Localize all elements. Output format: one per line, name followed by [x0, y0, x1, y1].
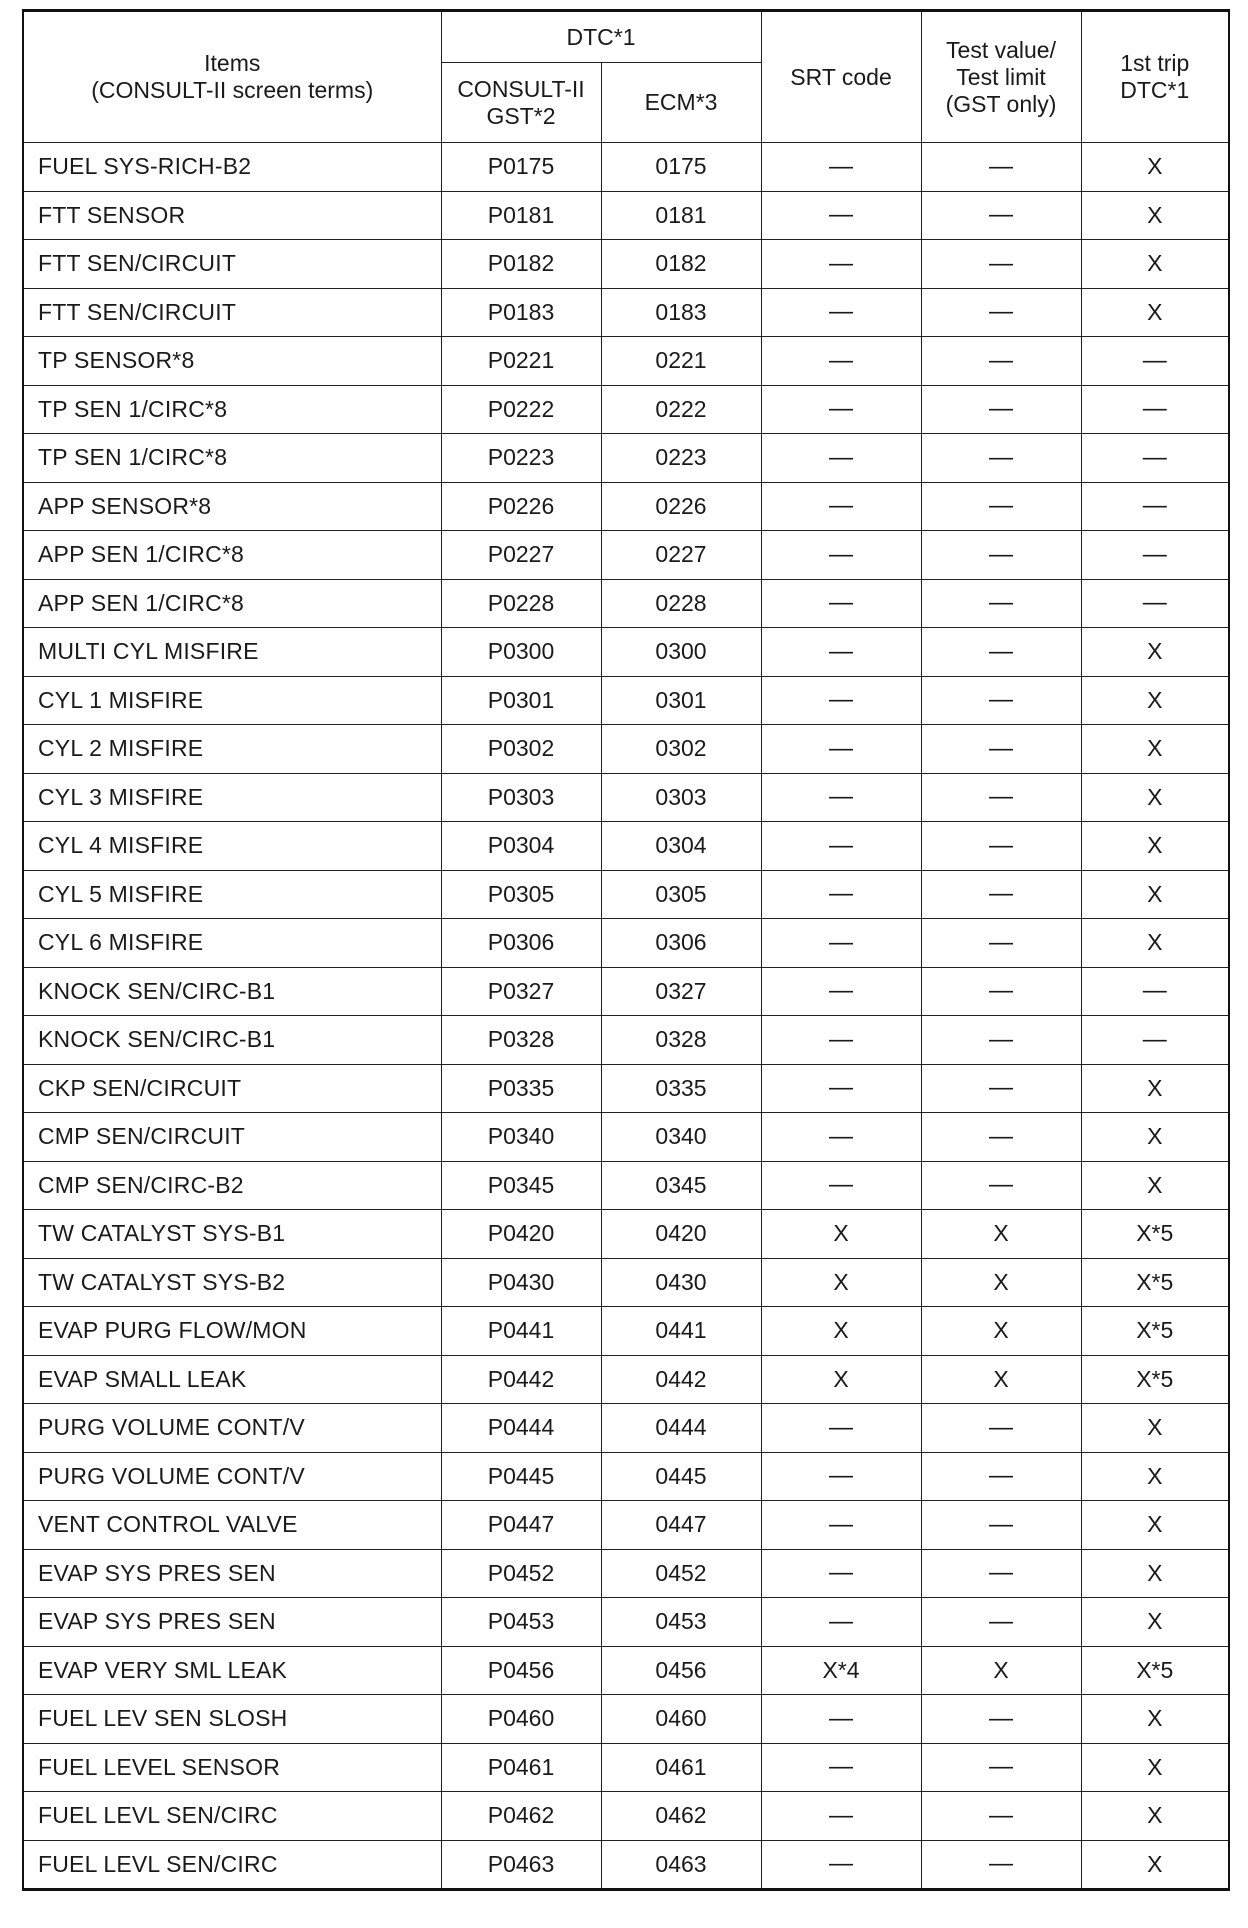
cell-first-trip-dtc: X — [1081, 1404, 1229, 1453]
cell-srt-code: — — [761, 919, 921, 968]
cell-srt-code: — — [761, 967, 921, 1016]
cell-srt-code: — — [761, 385, 921, 434]
cell-ecm: 0305 — [601, 870, 761, 919]
cell-test-value: — — [921, 1113, 1081, 1162]
cell-item: APP SEN 1/CIRC*8 — [23, 579, 441, 628]
cell-srt-code: — — [761, 1743, 921, 1792]
cell-item: EVAP SMALL LEAK — [23, 1355, 441, 1404]
cell-first-trip-dtc: — — [1081, 531, 1229, 580]
cell-first-trip-dtc: — — [1081, 482, 1229, 531]
cell-item: MULTI CYL MISFIRE — [23, 628, 441, 677]
cell-srt-code: — — [761, 1452, 921, 1501]
table-row — [23, 1307, 1229, 1356]
cell-item: VENT CONTROL VALVE — [23, 1501, 441, 1550]
cell-item: FUEL LEV SEN SLOSH — [23, 1695, 441, 1744]
cell-srt-code: X — [761, 1258, 921, 1307]
cell-first-trip-dtc: X — [1081, 240, 1229, 289]
cell-ecm: 0221 — [601, 337, 761, 386]
cell-first-trip-dtc: X — [1081, 1501, 1229, 1550]
table-row — [23, 1258, 1229, 1307]
cell-ecm: 0304 — [601, 822, 761, 871]
cell-ecm: 0453 — [601, 1598, 761, 1647]
cell-ecm: 0303 — [601, 773, 761, 822]
cell-test-value: — — [921, 628, 1081, 677]
header-test-value: Test value/ Test limit (GST only) — [921, 11, 1081, 143]
table-row — [23, 288, 1229, 337]
cell-first-trip-dtc: X*5 — [1081, 1258, 1229, 1307]
cell-consult-gst: P0452 — [441, 1549, 601, 1598]
cell-first-trip-dtc: — — [1081, 337, 1229, 386]
cell-test-value: — — [921, 337, 1081, 386]
table-row — [23, 773, 1229, 822]
table-row — [23, 240, 1229, 289]
cell-consult-gst: P0305 — [441, 870, 601, 919]
cell-consult-gst: P0420 — [441, 1210, 601, 1259]
cell-first-trip-dtc: X — [1081, 1549, 1229, 1598]
cell-ecm: 0328 — [601, 1016, 761, 1065]
cell-item: FTT SEN/CIRCUIT — [23, 240, 441, 289]
cell-srt-code: — — [761, 531, 921, 580]
cell-first-trip-dtc: X — [1081, 725, 1229, 774]
cell-ecm: 0345 — [601, 1161, 761, 1210]
table-row — [23, 1695, 1229, 1744]
table-row — [23, 191, 1229, 240]
cell-item: TW CATALYST SYS-B1 — [23, 1210, 441, 1259]
cell-consult-gst: P0226 — [441, 482, 601, 531]
cell-test-value: — — [921, 870, 1081, 919]
table-row — [23, 676, 1229, 725]
cell-srt-code: — — [761, 1113, 921, 1162]
cell-srt-code: — — [761, 1404, 921, 1453]
cell-consult-gst: P0222 — [441, 385, 601, 434]
cell-item: APP SENSOR*8 — [23, 482, 441, 531]
cell-test-value: — — [921, 531, 1081, 580]
cell-consult-gst: P0462 — [441, 1792, 601, 1841]
cell-first-trip-dtc: X — [1081, 191, 1229, 240]
cell-srt-code: X — [761, 1307, 921, 1356]
cell-first-trip-dtc: X — [1081, 1792, 1229, 1841]
table-row — [23, 628, 1229, 677]
cell-srt-code: X*4 — [761, 1646, 921, 1695]
cell-test-value: — — [921, 725, 1081, 774]
cell-test-value: — — [921, 579, 1081, 628]
table-row — [23, 143, 1229, 192]
cell-test-value: — — [921, 1792, 1081, 1841]
cell-first-trip-dtc: X*5 — [1081, 1307, 1229, 1356]
table-header — [23, 11, 1229, 143]
header-consult-gst: CONSULT-II GST*2 — [441, 63, 601, 143]
cell-first-trip-dtc: X*5 — [1081, 1210, 1229, 1259]
cell-item: TP SEN 1/CIRC*8 — [23, 434, 441, 483]
cell-ecm: 0306 — [601, 919, 761, 968]
cell-ecm: 0223 — [601, 434, 761, 483]
cell-srt-code: — — [761, 240, 921, 289]
cell-ecm: 0301 — [601, 676, 761, 725]
cell-test-value: — — [921, 1404, 1081, 1453]
table-row — [23, 1501, 1229, 1550]
table-row — [23, 531, 1229, 580]
cell-test-value: — — [921, 773, 1081, 822]
cell-consult-gst: P0447 — [441, 1501, 601, 1550]
cell-consult-gst: P0181 — [441, 191, 601, 240]
cell-srt-code: — — [761, 1016, 921, 1065]
cell-srt-code: — — [761, 676, 921, 725]
header-dtc: DTC*1 — [441, 11, 761, 63]
cell-item: CKP SEN/CIRCUIT — [23, 1064, 441, 1113]
cell-srt-code: — — [761, 1840, 921, 1890]
cell-test-value: — — [921, 1840, 1081, 1890]
cell-first-trip-dtc: — — [1081, 385, 1229, 434]
cell-ecm: 0335 — [601, 1064, 761, 1113]
header-items: Items (CONSULT-II screen terms) — [23, 11, 441, 143]
table-row — [23, 725, 1229, 774]
cell-test-value: — — [921, 288, 1081, 337]
cell-ecm: 0181 — [601, 191, 761, 240]
cell-item: TW CATALYST SYS-B2 — [23, 1258, 441, 1307]
cell-srt-code: — — [761, 1161, 921, 1210]
cell-first-trip-dtc: X — [1081, 919, 1229, 968]
cell-item: APP SEN 1/CIRC*8 — [23, 531, 441, 580]
cell-first-trip-dtc: — — [1081, 1016, 1229, 1065]
cell-item: KNOCK SEN/CIRC-B1 — [23, 1016, 441, 1065]
cell-test-value: X — [921, 1210, 1081, 1259]
cell-srt-code: — — [761, 1792, 921, 1841]
cell-first-trip-dtc: X — [1081, 1743, 1229, 1792]
cell-first-trip-dtc: — — [1081, 434, 1229, 483]
cell-srt-code: — — [761, 1598, 921, 1647]
cell-item: CMP SEN/CIRC-B2 — [23, 1161, 441, 1210]
table-row — [23, 1404, 1229, 1453]
cell-ecm: 0175 — [601, 143, 761, 192]
cell-ecm: 0461 — [601, 1743, 761, 1792]
cell-item: TP SENSOR*8 — [23, 337, 441, 386]
cell-test-value: — — [921, 434, 1081, 483]
cell-test-value: — — [921, 385, 1081, 434]
table-row — [23, 1598, 1229, 1647]
cell-ecm: 0226 — [601, 482, 761, 531]
cell-first-trip-dtc: X — [1081, 1064, 1229, 1113]
table-row — [23, 482, 1229, 531]
cell-test-value: — — [921, 143, 1081, 192]
table-row — [23, 1161, 1229, 1210]
cell-first-trip-dtc: X*5 — [1081, 1355, 1229, 1404]
cell-item: CYL 5 MISFIRE — [23, 870, 441, 919]
cell-ecm: 0420 — [601, 1210, 761, 1259]
cell-item: EVAP SYS PRES SEN — [23, 1598, 441, 1647]
cell-test-value: — — [921, 822, 1081, 871]
cell-srt-code: — — [761, 288, 921, 337]
cell-consult-gst: P0335 — [441, 1064, 601, 1113]
cell-first-trip-dtc: X — [1081, 1598, 1229, 1647]
table-row — [23, 870, 1229, 919]
cell-ecm: 0228 — [601, 579, 761, 628]
cell-first-trip-dtc: X — [1081, 676, 1229, 725]
cell-test-value: — — [921, 1501, 1081, 1550]
cell-consult-gst: P0460 — [441, 1695, 601, 1744]
cell-consult-gst: P0442 — [441, 1355, 601, 1404]
cell-first-trip-dtc: X — [1081, 1161, 1229, 1210]
cell-item: EVAP PURG FLOW/MON — [23, 1307, 441, 1356]
cell-test-value: — — [921, 1452, 1081, 1501]
header-ecm: ECM*3 — [601, 63, 761, 143]
cell-srt-code: — — [761, 191, 921, 240]
table-row — [23, 1355, 1229, 1404]
cell-first-trip-dtc: X — [1081, 1452, 1229, 1501]
cell-test-value: — — [921, 676, 1081, 725]
cell-ecm: 0300 — [601, 628, 761, 677]
cell-item: CYL 1 MISFIRE — [23, 676, 441, 725]
cell-consult-gst: P0445 — [441, 1452, 601, 1501]
cell-srt-code: — — [761, 337, 921, 386]
header-first-trip-dtc: 1st trip DTC*1 — [1081, 11, 1229, 143]
cell-consult-gst: P0444 — [441, 1404, 601, 1453]
cell-test-value: X — [921, 1258, 1081, 1307]
cell-item: CYL 2 MISFIRE — [23, 725, 441, 774]
cell-item: CYL 3 MISFIRE — [23, 773, 441, 822]
cell-srt-code: — — [761, 1501, 921, 1550]
cell-consult-gst: P0302 — [441, 725, 601, 774]
cell-item: CYL 6 MISFIRE — [23, 919, 441, 968]
cell-first-trip-dtc: — — [1081, 967, 1229, 1016]
cell-srt-code: — — [761, 725, 921, 774]
table-body — [23, 143, 1229, 1890]
cell-consult-gst: P0340 — [441, 1113, 601, 1162]
cell-item: EVAP VERY SML LEAK — [23, 1646, 441, 1695]
cell-ecm: 0445 — [601, 1452, 761, 1501]
cell-srt-code: X — [761, 1355, 921, 1404]
cell-srt-code: — — [761, 143, 921, 192]
cell-first-trip-dtc: X — [1081, 288, 1229, 337]
cell-consult-gst: P0182 — [441, 240, 601, 289]
cell-item: FUEL LEVL SEN/CIRC — [23, 1840, 441, 1890]
cell-test-value: X — [921, 1646, 1081, 1695]
cell-test-value: — — [921, 1549, 1081, 1598]
cell-item: PURG VOLUME CONT/V — [23, 1452, 441, 1501]
cell-srt-code: — — [761, 822, 921, 871]
cell-ecm: 0463 — [601, 1840, 761, 1890]
cell-consult-gst: P0301 — [441, 676, 601, 725]
cell-ecm: 0444 — [601, 1404, 761, 1453]
cell-test-value: — — [921, 1161, 1081, 1210]
cell-ecm: 0460 — [601, 1695, 761, 1744]
cell-first-trip-dtc: X — [1081, 822, 1229, 871]
cell-ecm: 0227 — [601, 531, 761, 580]
cell-consult-gst: P0175 — [441, 143, 601, 192]
cell-item: KNOCK SEN/CIRC-B1 — [23, 967, 441, 1016]
cell-item: PURG VOLUME CONT/V — [23, 1404, 441, 1453]
cell-ecm: 0183 — [601, 288, 761, 337]
cell-test-value: — — [921, 1016, 1081, 1065]
cell-consult-gst: P0328 — [441, 1016, 601, 1065]
cell-test-value: — — [921, 1695, 1081, 1744]
table-row — [23, 822, 1229, 871]
cell-test-value: — — [921, 240, 1081, 289]
table-row — [23, 579, 1229, 628]
cell-consult-gst: P0228 — [441, 579, 601, 628]
cell-srt-code: — — [761, 1064, 921, 1113]
cell-first-trip-dtc: X — [1081, 1113, 1229, 1162]
cell-consult-gst: P0223 — [441, 434, 601, 483]
cell-item: EVAP SYS PRES SEN — [23, 1549, 441, 1598]
cell-first-trip-dtc: X*5 — [1081, 1646, 1229, 1695]
cell-consult-gst: P0300 — [441, 628, 601, 677]
cell-test-value: — — [921, 482, 1081, 531]
table-row — [23, 337, 1229, 386]
table-row — [23, 1016, 1229, 1065]
cell-item: FTT SENSOR — [23, 191, 441, 240]
cell-test-value: X — [921, 1355, 1081, 1404]
cell-test-value: — — [921, 1743, 1081, 1792]
table-row — [23, 1840, 1229, 1890]
header-srt-code: SRT code — [761, 11, 921, 143]
cell-consult-gst: P0303 — [441, 773, 601, 822]
cell-srt-code: — — [761, 870, 921, 919]
table-row — [23, 967, 1229, 1016]
cell-srt-code: — — [761, 579, 921, 628]
cell-consult-gst: P0227 — [441, 531, 601, 580]
cell-test-value: — — [921, 967, 1081, 1016]
cell-ecm: 0447 — [601, 1501, 761, 1550]
table-row — [23, 919, 1229, 968]
cell-item: FUEL SYS-RICH-B2 — [23, 143, 441, 192]
table-row — [23, 1210, 1229, 1259]
cell-first-trip-dtc: X — [1081, 870, 1229, 919]
cell-ecm: 0327 — [601, 967, 761, 1016]
cell-consult-gst: P0306 — [441, 919, 601, 968]
cell-srt-code: — — [761, 773, 921, 822]
cell-srt-code: — — [761, 434, 921, 483]
cell-srt-code: X — [761, 1210, 921, 1259]
table-row — [23, 1113, 1229, 1162]
table-row — [23, 1064, 1229, 1113]
cell-item: CMP SEN/CIRCUIT — [23, 1113, 441, 1162]
cell-item: TP SEN 1/CIRC*8 — [23, 385, 441, 434]
cell-srt-code: — — [761, 482, 921, 531]
table-row — [23, 1792, 1229, 1841]
cell-first-trip-dtc: X — [1081, 628, 1229, 677]
cell-ecm: 0441 — [601, 1307, 761, 1356]
cell-ecm: 0452 — [601, 1549, 761, 1598]
cell-consult-gst: P0183 — [441, 288, 601, 337]
cell-consult-gst: P0453 — [441, 1598, 601, 1647]
cell-consult-gst: P0441 — [441, 1307, 601, 1356]
cell-first-trip-dtc: X — [1081, 143, 1229, 192]
cell-test-value: — — [921, 1598, 1081, 1647]
cell-ecm: 0442 — [601, 1355, 761, 1404]
cell-ecm: 0302 — [601, 725, 761, 774]
dtc-table — [22, 9, 1230, 1891]
table-row — [23, 1549, 1229, 1598]
cell-consult-gst: P0430 — [441, 1258, 601, 1307]
cell-first-trip-dtc: X — [1081, 1695, 1229, 1744]
cell-test-value: X — [921, 1307, 1081, 1356]
cell-first-trip-dtc: X — [1081, 773, 1229, 822]
cell-first-trip-dtc: — — [1081, 579, 1229, 628]
cell-srt-code: — — [761, 1695, 921, 1744]
table-row — [23, 385, 1229, 434]
cell-srt-code: — — [761, 628, 921, 677]
cell-consult-gst: P0461 — [441, 1743, 601, 1792]
cell-ecm: 0340 — [601, 1113, 761, 1162]
table-row — [23, 1452, 1229, 1501]
cell-srt-code: — — [761, 1549, 921, 1598]
cell-test-value: — — [921, 191, 1081, 240]
cell-consult-gst: P0456 — [441, 1646, 601, 1695]
cell-test-value: — — [921, 919, 1081, 968]
table-row — [23, 434, 1229, 483]
cell-consult-gst: P0221 — [441, 337, 601, 386]
cell-item: FUEL LEVL SEN/CIRC — [23, 1792, 441, 1841]
cell-ecm: 0430 — [601, 1258, 761, 1307]
table-row — [23, 1743, 1229, 1792]
cell-ecm: 0456 — [601, 1646, 761, 1695]
cell-consult-gst: P0345 — [441, 1161, 601, 1210]
cell-test-value: — — [921, 1064, 1081, 1113]
cell-ecm: 0182 — [601, 240, 761, 289]
cell-consult-gst: P0327 — [441, 967, 601, 1016]
cell-item: CYL 4 MISFIRE — [23, 822, 441, 871]
cell-first-trip-dtc: X — [1081, 1840, 1229, 1890]
cell-consult-gst: P0304 — [441, 822, 601, 871]
cell-consult-gst: P0463 — [441, 1840, 601, 1890]
cell-item: FUEL LEVEL SENSOR — [23, 1743, 441, 1792]
cell-ecm: 0222 — [601, 385, 761, 434]
cell-item: FTT SEN/CIRCUIT — [23, 288, 441, 337]
cell-ecm: 0462 — [601, 1792, 761, 1841]
table-row — [23, 1646, 1229, 1695]
